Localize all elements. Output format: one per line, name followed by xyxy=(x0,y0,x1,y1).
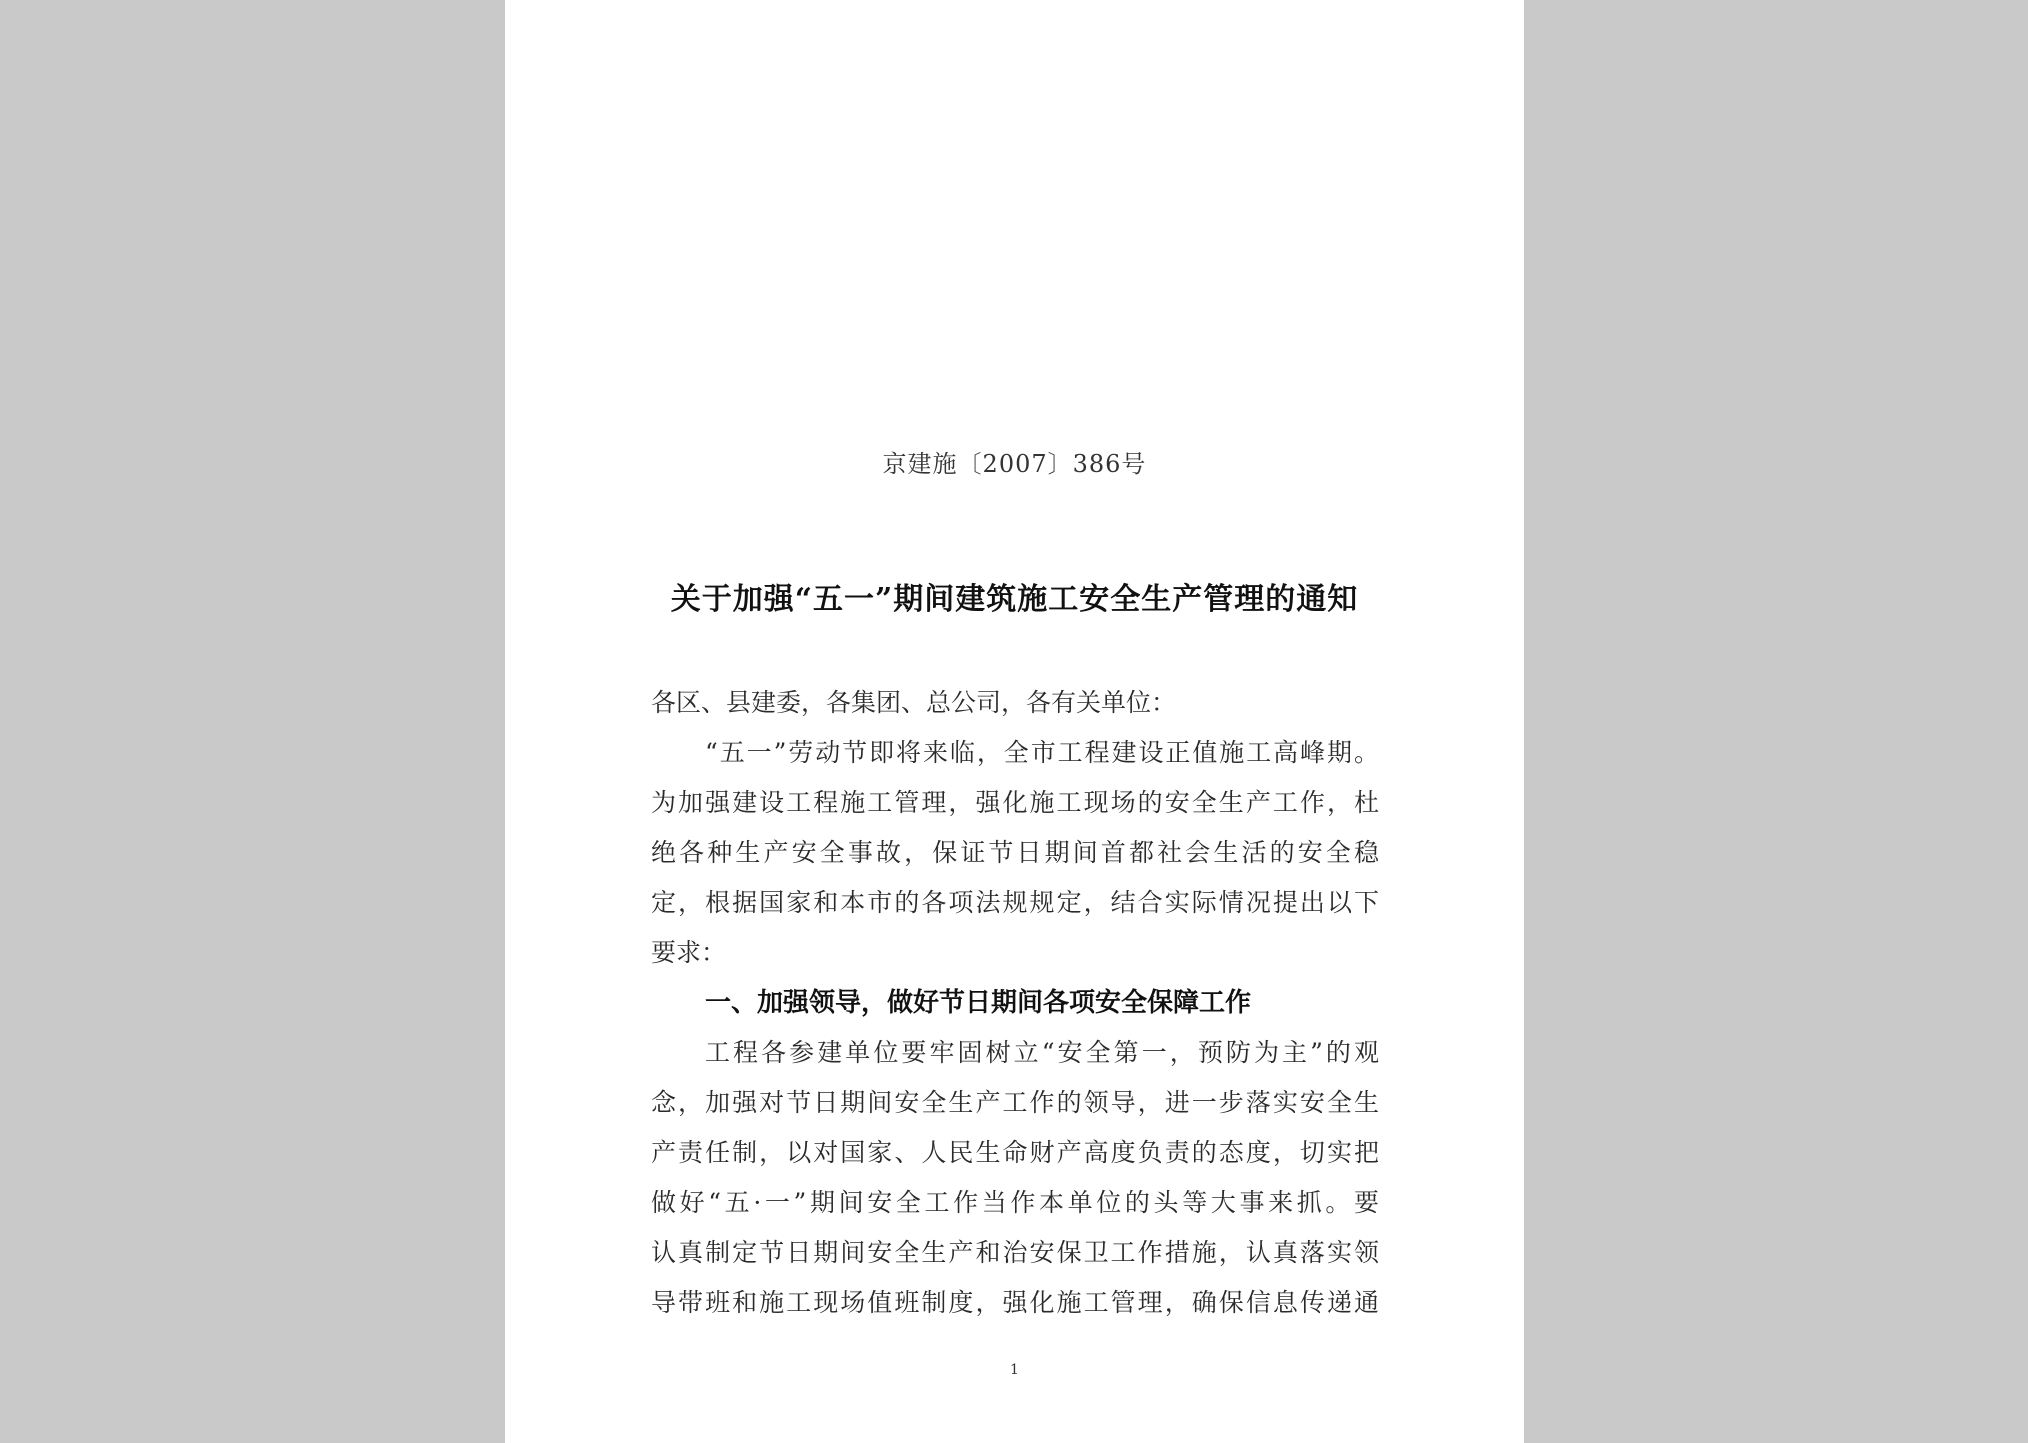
paragraph-line: 定，根据国家和本市的各项法规规定，结合实际情况提出以下 xyxy=(651,888,1379,917)
page-number: 1 xyxy=(1010,1362,1019,1378)
paragraph-line: 导带班和施工现场值班制度，强化施工管理，确保信息传递通 xyxy=(651,1288,1379,1317)
paragraph-line: 做好“五·一”期间安全工作当作本单位的头等大事来抓。要 xyxy=(651,1188,1379,1217)
paragraph-line: “五一”劳动节即将来临，全市工程建设正值施工高峰期。 xyxy=(705,738,1379,767)
document-page xyxy=(505,0,1524,1443)
paragraph-line: 要求： xyxy=(651,938,727,967)
paragraph-line: 认真制定节日期间安全生产和治安保卫工作措施，认真落实领 xyxy=(651,1238,1379,1267)
paragraph-line: 念，加强对节日期间安全生产工作的领导，进一步落实安全生 xyxy=(651,1088,1379,1117)
paragraph-line: 绝各种生产安全事故，保证节日期间首都社会生活的安全稳 xyxy=(651,838,1379,867)
document-body xyxy=(651,678,1379,1328)
document-number: 京建施〔2007〕386号 xyxy=(882,450,1147,478)
paragraph-line: 为加强建设工程施工管理，强化施工现场的安全生产工作，杜 xyxy=(651,788,1379,817)
document-title: 关于加强“五一”期间建筑施工安全生产管理的通知 xyxy=(670,582,1359,617)
salutation: 各区、县建委，各集团、总公司，各有关单位： xyxy=(651,688,1177,717)
paragraph-line: 产责任制，以对国家、人民生命财产高度负责的态度，切实把 xyxy=(651,1138,1379,1167)
paragraph-line: 工程各参建单位要牢固树立“安全第一，预防为主”的观 xyxy=(705,1038,1379,1067)
section-heading: 一、加强领导，做好节日期间各项安全保障工作 xyxy=(705,988,1252,1018)
